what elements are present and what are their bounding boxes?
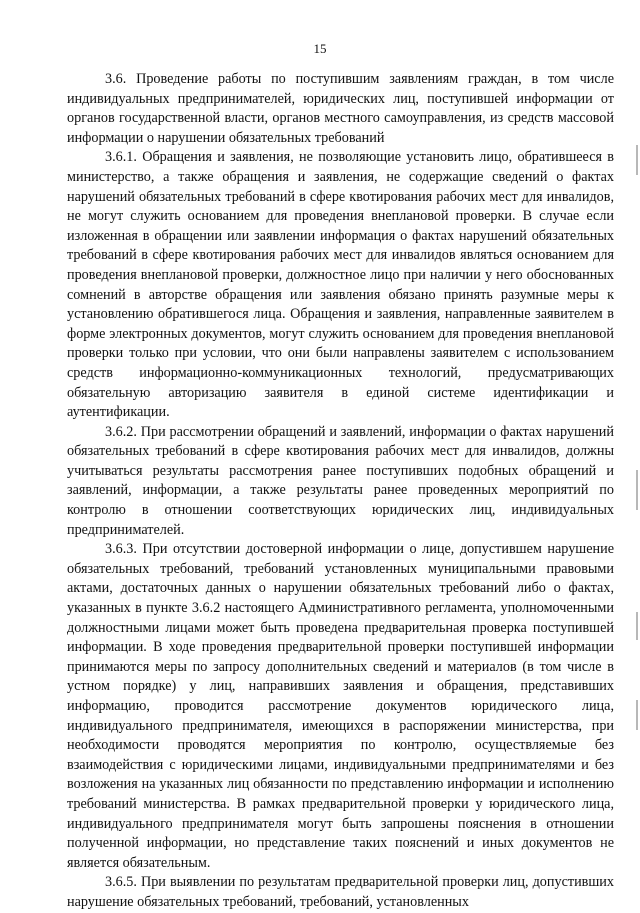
scan-margin-mark: [636, 470, 638, 510]
paragraph-3-6: 3.6. Проведение работы по поступившим заявлениям граждан, в том числе индивидуальных предпринимателей, юридических лиц, поступившей информации от органов государственной власти, органов местного самоуправления, из средств массовой информации о нарушении обязательных требований: [67, 71, 614, 146]
paragraph-3-6-3: 3.6.3. При отсутствии достоверной информации о лице, допустившем нарушение обязательных требований, требований установленных муниципальными правовыми актами, достаточных данных о нарушении обязательных требований либо о фактах, указанных в пункте 3.6.2 настоящего Административного регламента, уполномоченными должностными лицами может быть проведена предварительная проверка поступившей информации. В ходе проведения предварительной проверки поступившей информации принимаются меры по запросу дополнительных сведений и материалов (в том числе в устном порядке) у лиц, направивших заявления и обращения, представивших информацию, проводится рассмотрение документов юридического лица, индивидуального предпринимателя, имеющихся в распоряжении министерства, при необходимости проводятся мероприятия по контролю, осуществляемые без взаимодействия с юридическими лицами, индивидуальными предпринимателями и без возложения на указанных лиц обязанности по представлению информации и исполнению требований министерства. В рамках предварительной проверки у юридического лица, индивидуального предпринимателя могут быть запрошены пояснения в отношении полученной информации, но представление таких пояснений и иных документов не является обязательным.: [67, 541, 614, 871]
paragraph-3-6-2: 3.6.2. При рассмотрении обращений и заявлений, информации о фактах нарушений обязательных требований в сфере квотирования рабочих мест для инвалидов, должны учитываться результаты рассмотрения ранее поступивших подобных обращений и заявлений, информации, а также результаты ранее проведенных мероприятий по контролю в отношении соответствующих юридических лиц, индивидуальных предпринимателей.: [67, 423, 614, 538]
scan-margin-mark: [636, 145, 638, 175]
scan-margin-mark: [636, 612, 638, 640]
page-number: 15: [313, 41, 327, 56]
paragraph-3-6-5: 3.6.5. При выявлении по результатам предварительной проверки лиц, допустивших нарушение обязательных требований, требований, установленных: [67, 874, 614, 910]
paragraph-3-6-1: 3.6.1. Обращения и заявления, не позволяющие установить лицо, обратившееся в министерство, а также обращения и заявления, не содержащие сведений о фактах нарушений обязательных требований в сфере квотирования рабочих мест для инвалидов, не могут служить основанием для проведения внеплановой проверки. В случае если изложенная в обращении или заявлении информация о фактах нарушений обязательных требований в сфере квотирования рабочих мест для инвалидов являться основанием для проведения внеплановой проверки, должностное лицо при наличии у него обоснованных сомнений в авторстве обращения или заявления обязано принять разумные меры к установлению обратившегося лица. Обращения и заявления, направленные заявителем в форме электронных документов, могут служить основанием для проведения внеплановой проверки только при условии, что они были направлены заявителем с использованием средств информационно-коммуникационных технологий, предусматривающих обязательную авторизацию заявителя в единой системе идентификации и аутентификации.: [67, 149, 614, 421]
scan-margin-mark: [636, 700, 638, 730]
document-body: [67, 70, 614, 913]
